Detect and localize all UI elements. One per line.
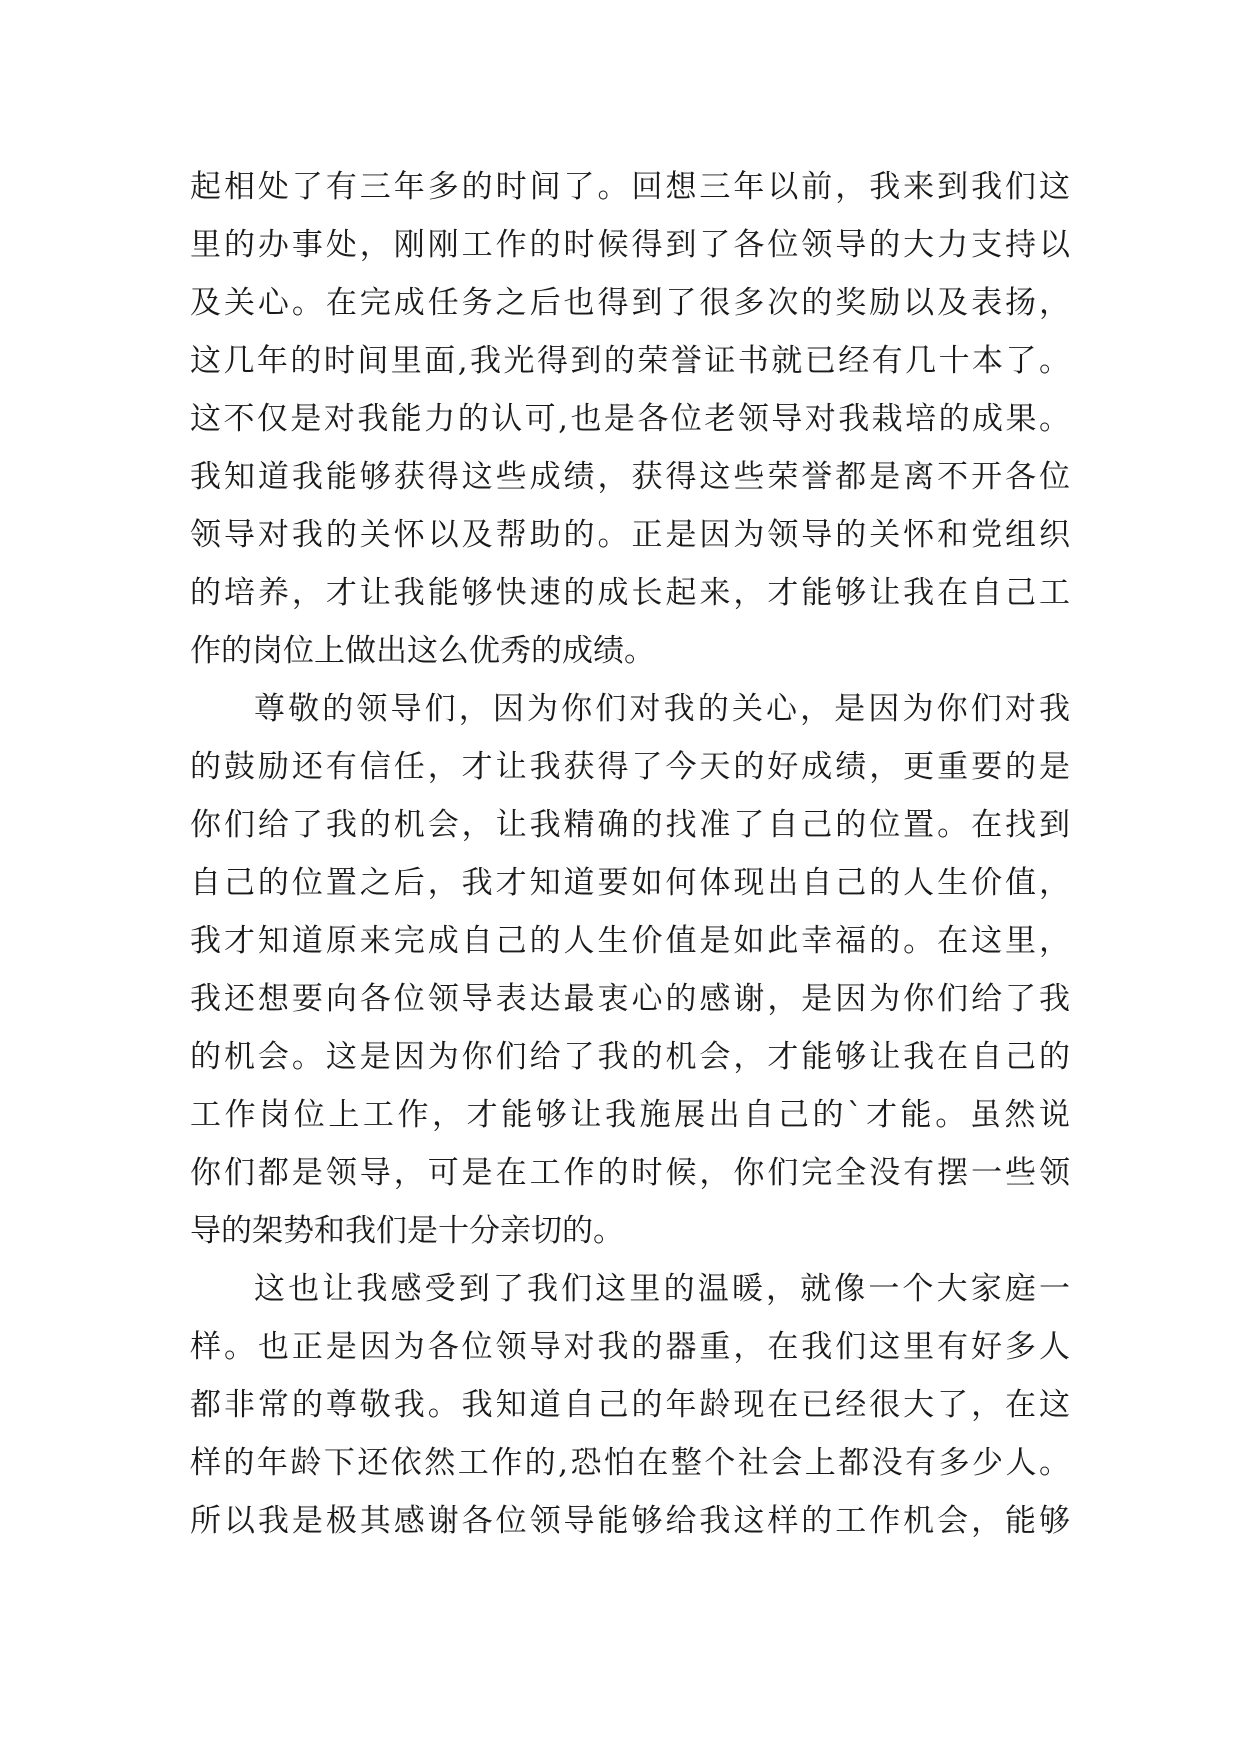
text-line: 这不仅是对我能力的认可,也是各位老领导对我栽培的成果。: [190, 401, 1070, 437]
text-line: 样的年龄下还依然工作的,恐怕在整个社会上都没有多少人。: [190, 1445, 1070, 1481]
text-line: 起相处了有三年多的时间了。回想三年以前，我来到我们这: [190, 169, 1070, 205]
text-line: 我知道我能够获得这些成绩，获得这些荣誉都是离不开各位: [190, 459, 1070, 495]
text-line: 里的办事处，刚刚工作的时候得到了各位领导的大力支持以: [190, 227, 1070, 263]
text-line: 领导对我的关怀以及帮助的。正是因为领导的关怀和党组织: [190, 517, 1070, 553]
text-line: 的鼓励还有信任，才让我获得了今天的好成绩，更重要的是: [190, 749, 1070, 785]
text-line: 所以我是极其感谢各位领导能够给我这样的工作机会，能够: [190, 1503, 1070, 1539]
text-line: 自己的位置之后，我才知道要如何体现出自己的人生价值，: [190, 865, 1070, 901]
text-line: 你们都是领导，可是在工作的时候，你们完全没有摆一些领: [190, 1155, 1070, 1191]
text-line: 及关心。在完成任务之后也得到了很多次的奖励以及表扬，: [190, 285, 1070, 321]
text-line: 我才知道原来完成自己的人生价值是如此幸福的。在这里，: [190, 923, 1070, 959]
text-line: 工作岗位上工作，才能够让我施展出自己的`才能。虽然说: [190, 1097, 1070, 1133]
text-line: 这几年的时间里面,我光得到的荣誉证书就已经有几十本了。: [190, 343, 1070, 379]
text-line: 作的岗位上做出这么优秀的成绩。: [190, 633, 655, 669]
text-line: 我还想要向各位领导表达最衷心的感谢，是因为你们给了我: [190, 981, 1070, 1017]
text-line: 的培养，才让我能够快速的成长起来，才能够让我在自己工: [190, 575, 1070, 611]
text-line: 都非常的尊敬我。我知道自己的年龄现在已经很大了，在这: [190, 1387, 1070, 1423]
text-line: 这也让我感受到了我们这里的温暖，就像一个大家庭一: [254, 1271, 1070, 1307]
paragraph-1: [190, 158, 1070, 680]
text-line: 的机会。这是因为你们给了我的机会，才能够让我在自己的: [190, 1039, 1070, 1075]
paragraph-3: [190, 1260, 1070, 1550]
paragraph-2: [190, 680, 1070, 1260]
text-line: 样。也正是因为各位领导对我的器重，在我们这里有好多人: [190, 1329, 1070, 1365]
text-line: 导的架势和我们是十分亲切的。: [190, 1213, 624, 1249]
document-body: [190, 158, 1070, 1550]
text-line: 尊敬的领导们，因为你们对我的关心，是因为你们对我: [254, 691, 1070, 727]
text-line: 你们给了我的机会，让我精确的找准了自己的位置。在找到: [190, 807, 1070, 843]
